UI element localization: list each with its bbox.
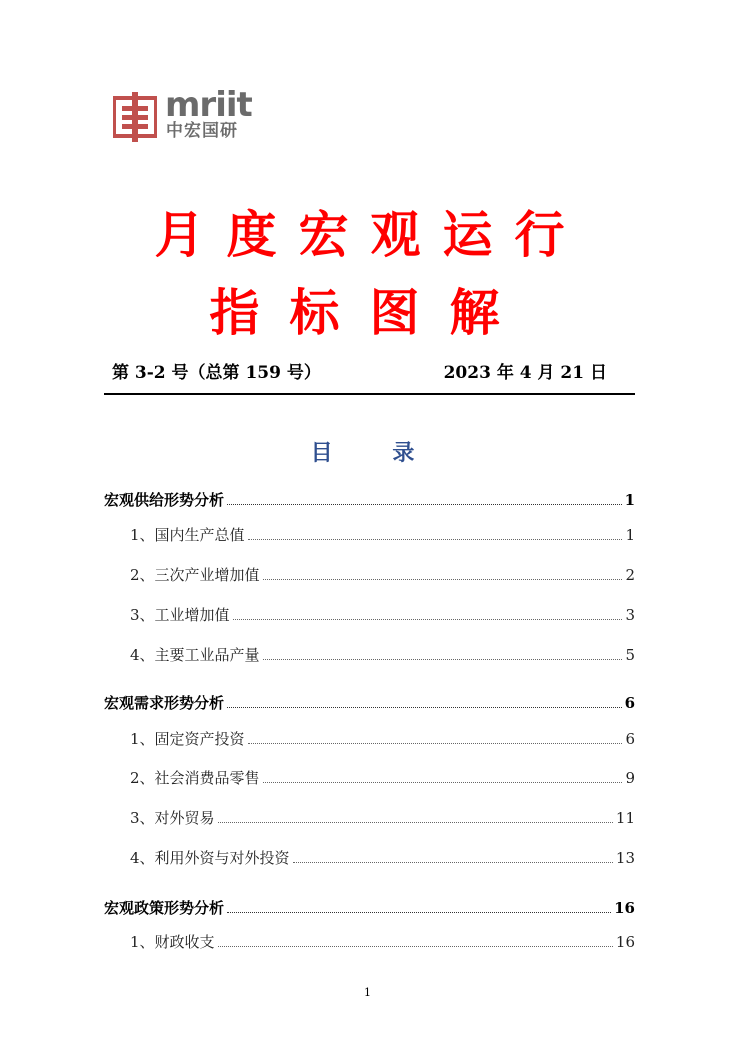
toc-page-number: 16 — [614, 899, 635, 917]
report-title-line-1: 月度宏观运行 — [154, 206, 587, 264]
toc-page-number: 5 — [625, 646, 635, 664]
toc-leader-dots — [227, 707, 622, 708]
toc-leader-dots — [227, 912, 611, 913]
toc-section-label: 宏观供给形势分析 — [104, 491, 225, 509]
toc-item[interactable] — [130, 729, 635, 749]
toc-page-number: 13 — [615, 849, 635, 867]
company-logo — [113, 85, 253, 143]
toc-item[interactable] — [130, 768, 635, 788]
toc-section-label: 宏观政策形势分析 — [104, 899, 225, 917]
toc-page-number: 11 — [615, 809, 635, 827]
toc-item-label: 2、三次产业增加值 — [130, 566, 260, 584]
toc-leader-dots — [227, 504, 622, 505]
toc-item-label: 3、对外贸易 — [130, 809, 215, 827]
toc-section[interactable] — [104, 898, 635, 918]
toc-item-label: 1、固定资产投资 — [130, 730, 245, 748]
toc-item-label: 1、财政收支 — [130, 933, 215, 951]
toc-section-label: 宏观需求形势分析 — [104, 694, 225, 712]
issue-date: 2023 年 4 月 21 日 — [443, 363, 607, 383]
logo-text-en: mriit — [165, 85, 252, 125]
toc-page-number: 9 — [625, 769, 635, 787]
toc-item-label: 4、主要工业品产量 — [130, 646, 260, 664]
toc-leader-dots — [263, 659, 623, 660]
toc-item[interactable] — [130, 848, 635, 868]
toc-item-label: 2、社会消费品零售 — [130, 769, 260, 787]
toc-section[interactable] — [104, 490, 635, 510]
toc-item[interactable] — [130, 565, 635, 585]
toc-leader-dots — [248, 743, 623, 744]
toc-page-number: 6 — [624, 694, 635, 712]
toc-page-number: 6 — [625, 730, 635, 748]
toc-item-label: 3、工业增加值 — [130, 606, 230, 624]
toc-leader-dots — [293, 862, 613, 863]
page-number: 1 — [364, 986, 371, 999]
toc-page-number: 1 — [625, 526, 635, 544]
toc-page-number: 16 — [615, 933, 635, 951]
toc-leader-dots — [248, 539, 623, 540]
report-title-line-2: 指标图解 — [209, 284, 530, 342]
issue-number: 第 3-2 号（总第 159 号） — [112, 363, 321, 383]
toc-page-number: 1 — [624, 491, 635, 509]
toc-item[interactable] — [130, 932, 635, 952]
toc-leader-dots — [233, 619, 623, 620]
toc-page-number: 3 — [625, 606, 635, 624]
toc-leader-dots — [218, 822, 613, 823]
issue-info — [112, 358, 607, 382]
toc-item[interactable] — [130, 808, 635, 828]
toc-item-label: 1、国内生产总值 — [130, 526, 245, 544]
toc-leader-dots — [263, 579, 623, 580]
logo-mark-icon — [113, 92, 157, 142]
toc-heading: 目 录 — [310, 440, 441, 466]
toc-item-label: 4、利用外资与对外投资 — [130, 849, 290, 867]
toc-item[interactable] — [130, 645, 635, 665]
toc-leader-dots — [263, 782, 623, 783]
toc-item[interactable] — [130, 605, 635, 625]
toc-section[interactable] — [104, 693, 635, 713]
header-divider — [104, 393, 635, 395]
toc-item[interactable] — [130, 525, 635, 545]
toc-leader-dots — [218, 946, 613, 947]
toc-page-number: 2 — [625, 566, 635, 584]
logo-text-cn: 中宏国研 — [166, 121, 238, 141]
